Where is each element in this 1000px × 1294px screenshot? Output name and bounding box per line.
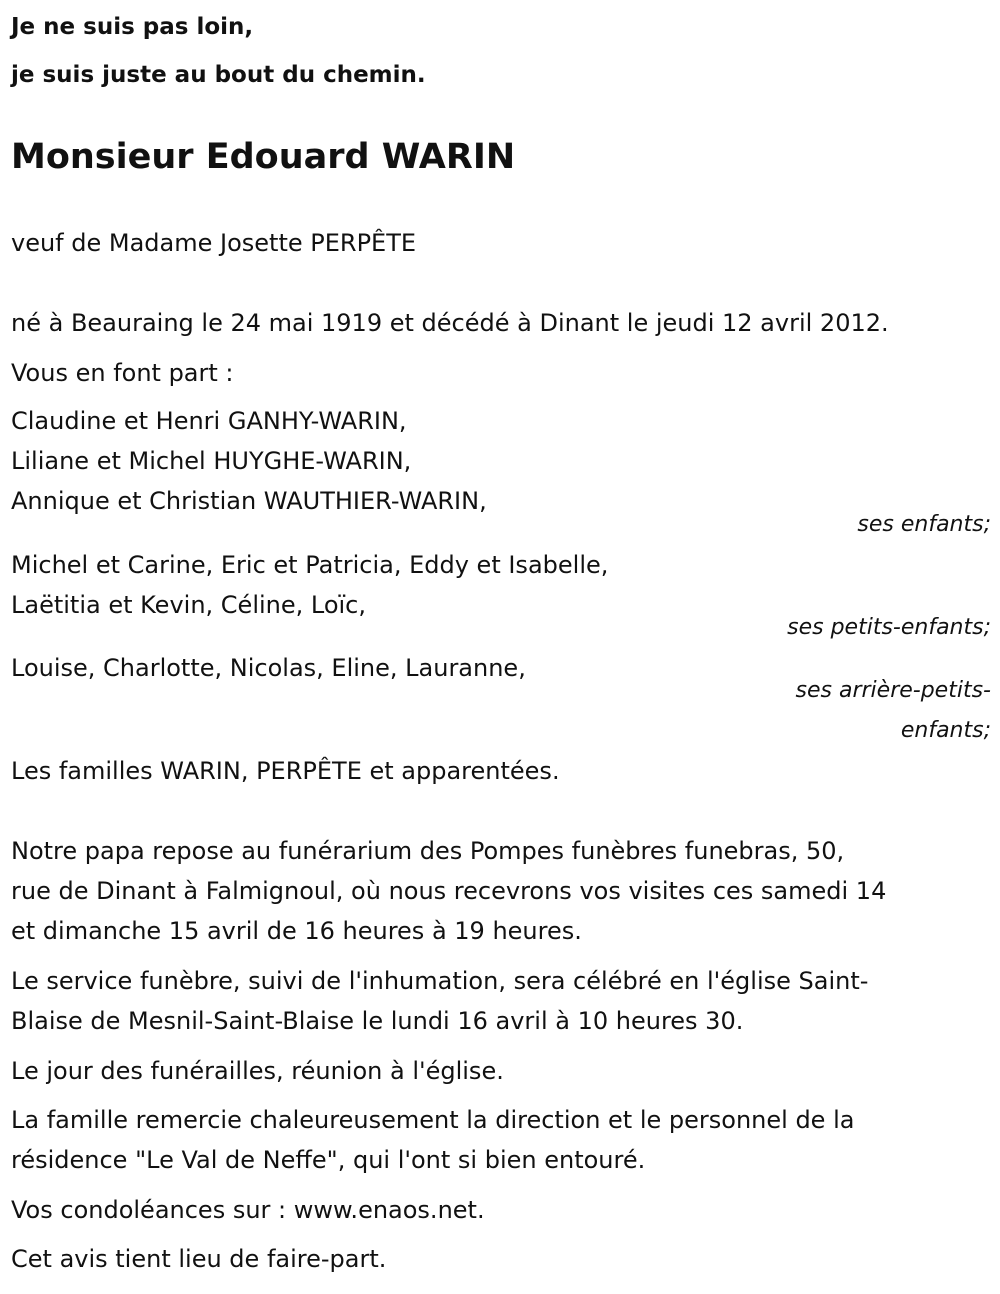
- grandchild-line-2: Laëtitia et Kevin, Céline, Loïc,: [11, 591, 367, 619]
- thanks-line-1: La famille remercie chaleureusement la direction et le personnel de la: [11, 1106, 855, 1134]
- great-grandchildren-label-1: ses arrière-petits-: [795, 678, 991, 703]
- grandchild-line-1: Michel et Carine, Eric et Patricia, Eddy et Isabelle,: [11, 551, 609, 579]
- service-line-2: Blaise de Mesnil-Saint-Blaise le lundi 16 avril à 10 heures 30.: [11, 1007, 744, 1035]
- widower-line: veuf de Madame Josette PERPÊTE: [11, 229, 417, 257]
- great-grandchildren-label-2: enfants;: [900, 718, 991, 743]
- families-line: Les familles WARIN, PERPÊTE et apparentées.: [11, 757, 560, 785]
- grandchildren-label: ses petits-enfants;: [787, 615, 991, 640]
- closing-line: Cet avis tient lieu de faire-part.: [11, 1245, 387, 1273]
- service-line-1: Le service funèbre, suivi de l'inhumation, sera célébré en l'église Saint-: [11, 967, 869, 995]
- condolences-line: Vos condoléances sur : www.enaos.net.: [11, 1196, 485, 1224]
- visitation-line-3: et dimanche 15 avril de 16 heures à 19 heures.: [11, 917, 582, 945]
- visitation-line-1: Notre papa repose au funérarium des Pompes funèbres funebras, 50,: [11, 837, 845, 865]
- verse-line-1: Je ne suis pas loin,: [11, 14, 254, 40]
- deceased-name: Monsieur Edouard WARIN: [11, 137, 516, 177]
- child-line-1: Claudine et Henri GANHY-WARIN,: [11, 407, 407, 435]
- children-label: ses enfants;: [857, 512, 991, 537]
- child-line-3: Annique et Christian WAUTHIER-WARIN,: [11, 487, 487, 515]
- announce-intro: Vous en font part :: [11, 359, 234, 387]
- birth-death-line: né à Beauraing le 24 mai 1919 et décédé à Dinant le jeudi 12 avril 2012.: [11, 309, 889, 337]
- thanks-line-2: résidence "Le Val de Neffe", qui l'ont si bien entouré.: [11, 1146, 646, 1174]
- great-grandchild-line-1: Louise, Charlotte, Nicolas, Eline, Lauranne,: [11, 654, 526, 682]
- verse-line-2: je suis juste au bout du chemin.: [11, 62, 426, 88]
- visitation-line-2: rue de Dinant à Falmignoul, où nous recevrons vos visites ces samedi 14: [11, 877, 887, 905]
- meeting-line: Le jour des funérailles, réunion à l'église.: [11, 1057, 504, 1085]
- child-line-2: Liliane et Michel HUYGHE-WARIN,: [11, 447, 412, 475]
